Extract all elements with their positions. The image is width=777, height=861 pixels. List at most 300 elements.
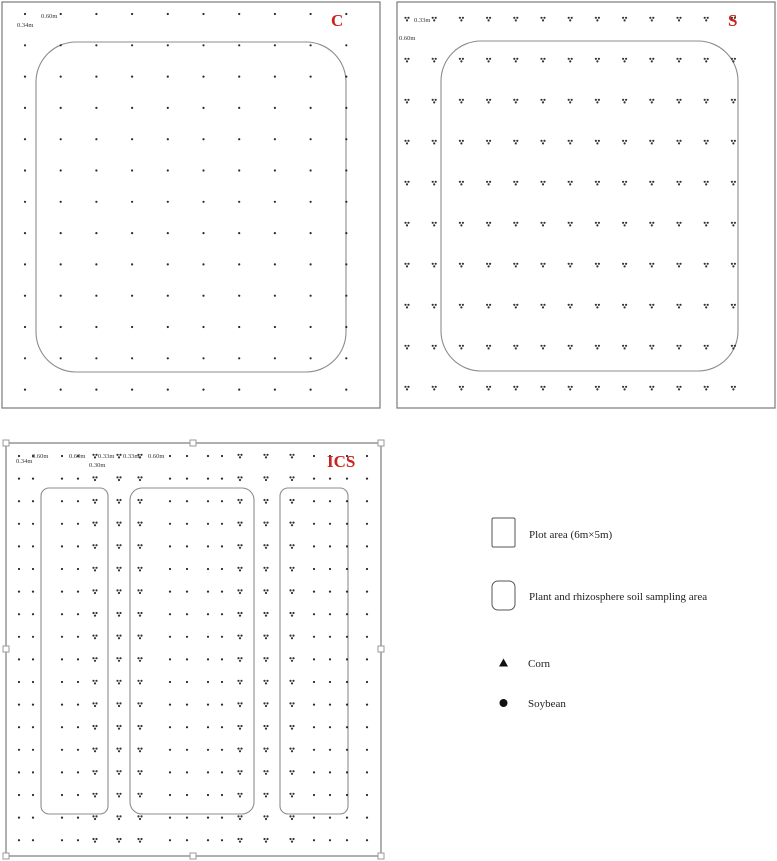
corn-plant-mark — [186, 839, 188, 841]
corn-plant-mark — [24, 201, 26, 203]
soybean-plant-mark — [116, 725, 121, 730]
corn-plant-mark — [346, 681, 348, 683]
corn-plant-mark — [345, 295, 347, 297]
spacing-label-ics-f: 0.60m — [148, 453, 165, 460]
corn-plant-mark — [32, 591, 34, 593]
soybean-plant-mark — [289, 815, 294, 820]
corn-plant-mark — [366, 658, 368, 660]
spacing-label-c-col: 0.34m — [17, 22, 34, 29]
soybean-plant-mark — [116, 815, 121, 820]
soybean-plant-mark — [289, 589, 294, 594]
soybean-plant-mark — [289, 476, 294, 481]
corn-plant-mark — [24, 263, 26, 265]
soybean-plant-mark — [116, 454, 121, 459]
soybean-plant-mark — [649, 58, 654, 63]
corn-plant-mark — [167, 232, 169, 234]
corn-plant-mark — [186, 591, 188, 593]
corn-plant-mark — [77, 613, 79, 615]
soybean-plant-mark — [137, 544, 142, 549]
soybean-plant-mark — [595, 181, 600, 186]
corn-plant-mark — [345, 138, 347, 140]
corn-plant-mark — [167, 201, 169, 203]
corn-plant-mark — [95, 13, 97, 15]
soybean-plant-mark — [676, 386, 681, 391]
corn-plant-mark — [60, 357, 62, 359]
soybean-plant-mark — [92, 748, 97, 753]
corn-plant-mark — [169, 500, 171, 502]
soybean-plant-mark — [137, 793, 142, 798]
corn-plant-mark — [366, 523, 368, 525]
corn-plant-mark — [60, 263, 62, 265]
soybean-plant-mark — [540, 386, 545, 391]
soybean-plant-mark — [704, 140, 709, 145]
corn-plant-mark — [131, 232, 133, 234]
corn-plant-mark — [61, 839, 63, 841]
soybean-plant-mark — [459, 140, 464, 145]
soybean-plant-mark — [432, 304, 437, 309]
soybean-plant-mark — [404, 140, 409, 145]
corn-plant-mark — [346, 500, 348, 502]
corn-plant-mark — [186, 568, 188, 570]
corn-plant-mark — [207, 658, 209, 660]
corn-plant-mark — [77, 545, 79, 547]
corn-plant-mark — [32, 658, 34, 660]
corn-plant-mark — [345, 107, 347, 109]
corn-plant-mark — [207, 636, 209, 638]
soybean-plant-mark — [704, 17, 709, 22]
corn-plant-mark — [60, 169, 62, 171]
panel-c — [2, 2, 380, 408]
corn-plant-mark — [238, 107, 240, 109]
soybean-plant-mark — [116, 793, 121, 798]
corn-plant-mark — [207, 591, 209, 593]
corn-plant-mark — [169, 613, 171, 615]
corn-plant-mark — [167, 138, 169, 140]
corn-plant-mark — [169, 794, 171, 796]
corn-plant-mark — [346, 523, 348, 525]
selection-handle — [378, 646, 384, 652]
soybean-plant-mark — [137, 815, 142, 820]
soybean-plant-mark — [116, 635, 121, 640]
soybean-plant-mark — [237, 589, 242, 594]
corn-plant-mark — [274, 107, 276, 109]
soybean-plant-mark — [404, 222, 409, 227]
soybean-plant-mark — [676, 222, 681, 227]
corn-plant-mark — [61, 726, 63, 728]
corn-plant-mark — [95, 44, 97, 46]
soybean-plant-mark — [731, 181, 736, 186]
soybean-plant-mark — [595, 222, 600, 227]
corn-plant-mark — [186, 681, 188, 683]
soybean-plant-mark — [92, 838, 97, 843]
soybean-plant-mark — [137, 838, 142, 843]
soybean-plant-mark — [731, 99, 736, 104]
corn-plant-mark — [61, 523, 63, 525]
corn-plant-mark — [202, 13, 204, 15]
corn-plant-mark — [310, 76, 312, 78]
corn-plant-mark — [167, 169, 169, 171]
corn-plant-mark — [274, 357, 276, 359]
soybean-plant-mark — [649, 140, 654, 145]
corn-plant-mark — [366, 455, 368, 457]
spacing-label-ics-g: 0.30m — [89, 462, 106, 469]
corn-plant-mark — [77, 636, 79, 638]
corn-plant-mark — [77, 839, 79, 841]
soybean-plant-mark — [289, 725, 294, 730]
soybean-plant-mark — [92, 770, 97, 775]
corn-plant-mark — [60, 76, 62, 78]
corn-plant-mark — [345, 169, 347, 171]
soybean-plant-mark — [137, 702, 142, 707]
soybean-plant-mark — [237, 748, 242, 753]
soybean-plant-mark — [92, 680, 97, 685]
corn-plant-mark — [167, 44, 169, 46]
soybean-plant-mark — [513, 99, 518, 104]
corn-plant-mark — [61, 455, 63, 457]
corn-plant-mark — [61, 817, 63, 819]
corn-plant-mark — [207, 613, 209, 615]
corn-plant-mark — [313, 794, 315, 796]
soybean-plant-mark — [116, 522, 121, 527]
corn-plant-mark — [169, 455, 171, 457]
soybean-plant-mark — [704, 386, 709, 391]
soybean-plant-mark — [649, 181, 654, 186]
corn-plant-mark — [329, 613, 331, 615]
soybean-plant-mark — [237, 454, 242, 459]
soybean-plant-mark — [595, 58, 600, 63]
corn-plant-mark — [329, 726, 331, 728]
corn-plant-mark — [329, 568, 331, 570]
corn-plant-mark — [346, 749, 348, 751]
legend — [492, 518, 707, 710]
soybean-plant-mark — [486, 345, 491, 350]
soybean-plant-mark — [92, 815, 97, 820]
soybean-plant-mark — [513, 222, 518, 227]
selection-handle — [378, 853, 384, 859]
spacing-label-ics-c: 0.60m — [69, 453, 86, 460]
soybean-plant-mark — [704, 304, 709, 309]
corn-plant-mark — [310, 263, 312, 265]
spacing-label-ics-d: 0.33m — [98, 453, 115, 460]
corn-plant-mark — [366, 681, 368, 683]
corn-plant-mark — [366, 500, 368, 502]
soybean-plant-mark — [263, 838, 268, 843]
soybean-plant-mark — [237, 476, 242, 481]
corn-plant-mark — [131, 169, 133, 171]
corn-plant-mark — [238, 138, 240, 140]
corn-plant-mark — [310, 138, 312, 140]
corn-plant-mark — [95, 295, 97, 297]
corn-plant-mark — [32, 636, 34, 638]
corn-plant-mark — [95, 169, 97, 171]
soybean-plant-mark — [540, 222, 545, 227]
soybean-plant-mark — [137, 567, 142, 572]
corn-plant-mark — [61, 591, 63, 593]
soybean-plant-mark — [116, 702, 121, 707]
corn-plant-mark — [95, 138, 97, 140]
soybean-plant-mark — [622, 263, 627, 268]
soybean-plant-mark — [289, 612, 294, 617]
corn-plant-mark — [345, 44, 347, 46]
soybean-plant-mark — [404, 58, 409, 63]
corn-plant-mark — [77, 500, 79, 502]
soybean-plant-mark — [116, 567, 121, 572]
corn-plant-mark — [202, 44, 204, 46]
legend-sampling-area-label: Plant and rhizosphere soil sampling area — [529, 591, 708, 603]
soybean-plant-mark — [237, 544, 242, 549]
spacing-label-ics-a: 0.34m — [16, 458, 33, 465]
corn-plant-mark — [346, 613, 348, 615]
soybean-plant-mark — [263, 544, 268, 549]
corn-plant-mark — [24, 389, 26, 391]
soybean-plant-mark — [731, 140, 736, 145]
corn-plant-mark — [24, 44, 26, 46]
corn-plant-mark — [32, 478, 34, 480]
corn-plant-mark — [32, 794, 34, 796]
soybean-plant-mark — [237, 522, 242, 527]
corn-plant-mark — [24, 13, 26, 15]
corn-plant-mark — [18, 545, 20, 547]
soybean-plant-mark — [263, 657, 268, 662]
corn-plant-mark — [32, 545, 34, 547]
soybean-plant-mark — [513, 386, 518, 391]
corn-plant-mark — [313, 658, 315, 660]
soybean-plant-mark — [486, 181, 491, 186]
soybean-plant-mark — [568, 99, 573, 104]
corn-plant-mark — [366, 817, 368, 819]
corn-plant-mark — [346, 478, 348, 480]
sampling-area-ics-3 — [280, 488, 348, 814]
soybean-plant-mark — [622, 58, 627, 63]
soybean-plant-mark — [704, 345, 709, 350]
corn-plant-mark — [32, 704, 34, 706]
corn-plant-mark — [169, 726, 171, 728]
corn-plant-mark — [169, 817, 171, 819]
soybean-plant-mark — [731, 222, 736, 227]
corn-plant-mark — [274, 295, 276, 297]
corn-plant-mark — [221, 523, 223, 525]
soybean-plant-mark — [263, 680, 268, 685]
corn-plant-mark — [345, 201, 347, 203]
corn-plant-mark — [186, 771, 188, 773]
corn-plant-mark — [77, 749, 79, 751]
soybean-plant-mark — [513, 58, 518, 63]
corn-plant-mark — [238, 263, 240, 265]
corn-plant-mark — [18, 749, 20, 751]
corn-plant-mark — [345, 13, 347, 15]
corn-plant-mark — [313, 523, 315, 525]
soybean-plant-mark — [622, 17, 627, 22]
corn-plant-mark — [186, 455, 188, 457]
soybean-plant-mark — [432, 222, 437, 227]
corn-plant-mark — [186, 726, 188, 728]
corn-plant-mark — [167, 326, 169, 328]
corn-plant-mark — [274, 326, 276, 328]
soybean-plant-mark — [92, 612, 97, 617]
legend-soybean-label: Soybean — [528, 698, 566, 710]
corn-plant-mark — [186, 749, 188, 751]
corn-plant-mark — [18, 500, 20, 502]
soybean-plant-mark — [704, 58, 709, 63]
spacing-label-ics-e: 0.33m — [123, 453, 140, 460]
plot-area-c — [2, 2, 380, 408]
corn-plant-mark — [18, 771, 20, 773]
soybean-plant-mark — [92, 522, 97, 527]
soybean-plant-mark — [432, 99, 437, 104]
soybean-plant-mark — [459, 386, 464, 391]
corn-plant-mark — [186, 545, 188, 547]
legend-plot-area-label: Plot area (6m×5m) — [529, 529, 613, 541]
corn-plant-mark — [61, 704, 63, 706]
soybean-plant-mark — [289, 635, 294, 640]
corn-plant-mark — [366, 749, 368, 751]
soybean-plant-mark — [92, 589, 97, 594]
sampling-area-s — [441, 41, 738, 371]
corn-plant-mark — [18, 455, 20, 457]
spacing-label-s-col: 0.60m — [399, 35, 416, 42]
corn-plant-mark — [95, 76, 97, 78]
corn-plant-mark — [186, 613, 188, 615]
corn-plant-mark — [61, 771, 63, 773]
corn-plant-mark — [329, 681, 331, 683]
soybean-plant-mark — [486, 304, 491, 309]
corn-plant-mark — [169, 636, 171, 638]
soybean-plant-mark — [486, 263, 491, 268]
soybean-plant-mark — [289, 657, 294, 662]
soybean-plant-mark — [263, 476, 268, 481]
soybean-plant-mark — [237, 612, 242, 617]
corn-plant-mark — [345, 326, 347, 328]
soybean-plant-mark — [459, 222, 464, 227]
soybean-plant-mark — [263, 770, 268, 775]
corn-plant-mark — [32, 771, 34, 773]
corn-plant-mark — [77, 681, 79, 683]
corn-plant-mark — [18, 704, 20, 706]
corn-plant-mark — [77, 591, 79, 593]
corn-plant-mark — [61, 478, 63, 480]
soybean-plant-mark — [116, 838, 121, 843]
corn-plant-mark — [238, 295, 240, 297]
soybean-plant-mark — [676, 345, 681, 350]
corn-plant-mark — [221, 771, 223, 773]
corn-plant-mark — [274, 169, 276, 171]
soybean-plant-mark — [263, 748, 268, 753]
corn-plant-mark — [274, 44, 276, 46]
soybean-plant-mark — [289, 454, 294, 459]
corn-plant-mark — [274, 76, 276, 78]
soybean-plant-mark — [237, 815, 242, 820]
selection-handle — [3, 440, 9, 446]
soybean-plant-mark — [513, 140, 518, 145]
soybean-plant-mark — [676, 181, 681, 186]
corn-plant-mark — [207, 523, 209, 525]
corn-plant-mark — [18, 817, 20, 819]
soybean-plant-mark — [459, 181, 464, 186]
soybean-plant-mark — [513, 263, 518, 268]
corn-plant-mark — [95, 107, 97, 109]
corn-plant-mark — [24, 295, 26, 297]
corn-plant-mark — [131, 357, 133, 359]
soybean-plant-mark — [137, 499, 142, 504]
corn-plant-mark — [60, 389, 62, 391]
soybean-plant-mark — [237, 702, 242, 707]
soybean-plant-mark — [595, 140, 600, 145]
soybean-plant-mark — [595, 345, 600, 350]
corn-plant-mark — [32, 726, 34, 728]
corn-plant-mark — [238, 326, 240, 328]
corn-plant-mark — [167, 13, 169, 15]
corn-plant-mark — [366, 478, 368, 480]
corn-plant-mark — [310, 295, 312, 297]
soybean-plant-mark — [568, 17, 573, 22]
corn-plant-mark — [238, 13, 240, 15]
soybean-plant-mark — [649, 99, 654, 104]
soybean-plant-mark — [237, 770, 242, 775]
corn-plant-mark — [221, 591, 223, 593]
corn-plant-mark — [346, 704, 348, 706]
soybean-plant-mark — [731, 386, 736, 391]
soybean-plant-mark — [289, 499, 294, 504]
spacing-label-ics-b: 0.60m — [32, 453, 49, 460]
corn-plant-mark — [207, 568, 209, 570]
corn-plant-mark — [24, 107, 26, 109]
corn-plant-mark — [329, 658, 331, 660]
corn-plant-mark — [32, 568, 34, 570]
corn-plant-mark — [207, 478, 209, 480]
soybean-plant-mark — [289, 544, 294, 549]
corn-plant-mark — [186, 478, 188, 480]
legend-sampling-area-swatch — [492, 581, 515, 610]
soybean-plant-mark — [237, 499, 242, 504]
soybean-plant-mark — [92, 454, 97, 459]
corn-plant-mark — [345, 389, 347, 391]
corn-plant-mark — [346, 726, 348, 728]
corn-plant-mark — [202, 389, 204, 391]
corn-plant-mark — [77, 568, 79, 570]
soybean-plant-mark — [595, 386, 600, 391]
corn-plant-mark — [329, 591, 331, 593]
corn-plant-mark — [310, 326, 312, 328]
corn-plant-mark — [77, 478, 79, 480]
corn-plant-mark — [169, 704, 171, 706]
corn-plant-mark — [60, 44, 62, 46]
corn-plant-mark — [61, 500, 63, 502]
corn-plant-mark — [60, 295, 62, 297]
corn-plant-mark — [131, 389, 133, 391]
corn-plant-mark — [95, 326, 97, 328]
corn-plant-mark — [207, 726, 209, 728]
soybean-plant-mark — [116, 499, 121, 504]
soybean-plant-mark — [540, 17, 545, 22]
corn-plant-mark — [18, 478, 20, 480]
soybean-plant-mark — [486, 140, 491, 145]
soybean-plant-mark — [92, 657, 97, 662]
corn-plant-mark — [61, 681, 63, 683]
corn-triangle-icon — [499, 659, 508, 667]
corn-plant-mark — [310, 13, 312, 15]
corn-plant-mark — [221, 726, 223, 728]
corn-plant-mark — [77, 704, 79, 706]
corn-plant-mark — [186, 636, 188, 638]
corn-plant-mark — [274, 138, 276, 140]
soybean-plant-mark — [704, 222, 709, 227]
corn-plant-mark — [313, 500, 315, 502]
corn-plant-mark — [221, 500, 223, 502]
corn-plant-mark — [18, 839, 20, 841]
sampling-area-ics-2 — [130, 488, 254, 814]
corn-plant-mark — [131, 76, 133, 78]
soybean-plant-mark — [649, 345, 654, 350]
